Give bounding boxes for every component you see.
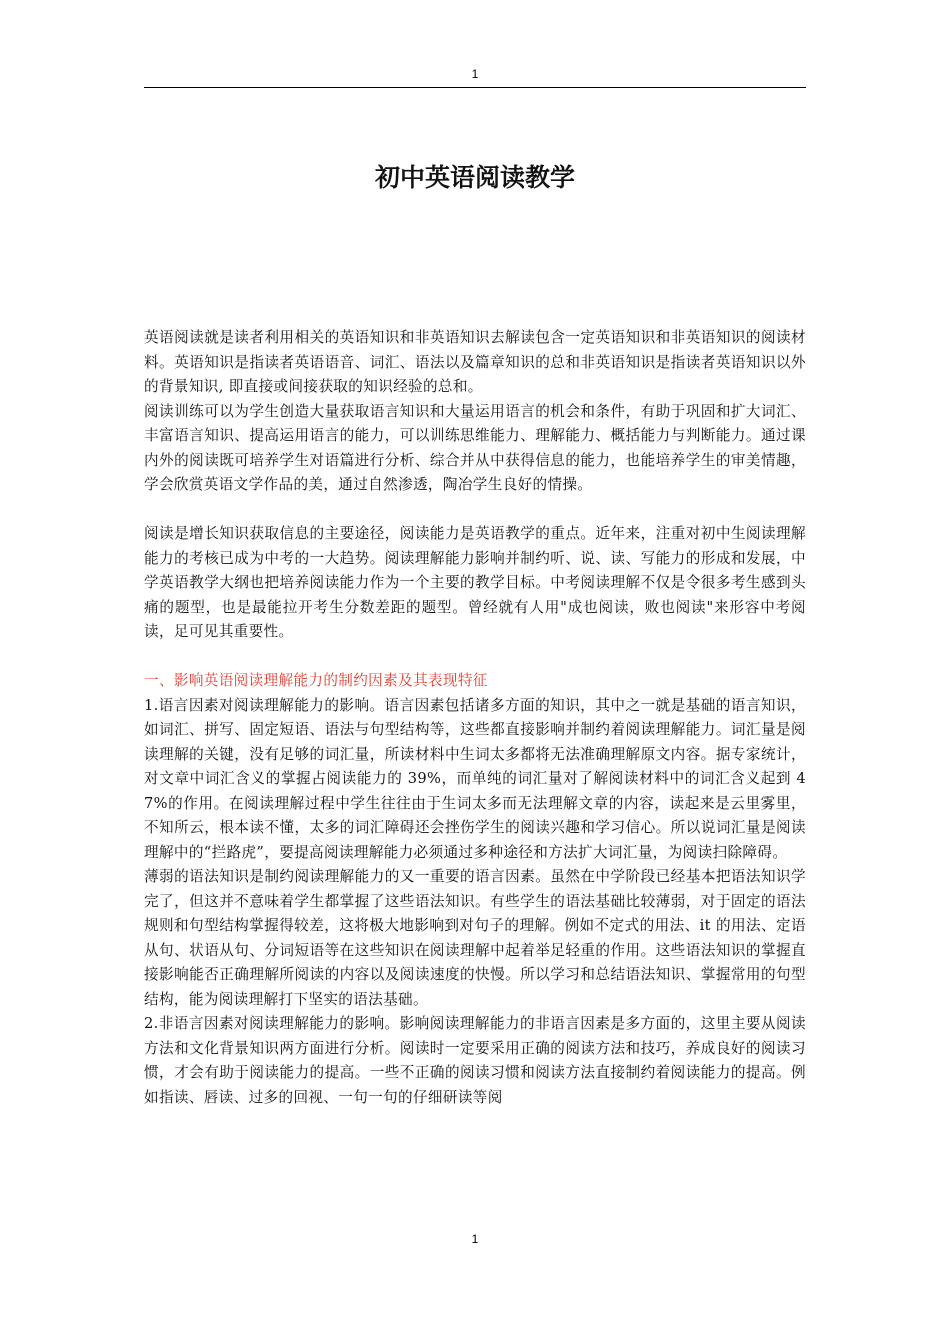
paragraph-gap <box>144 498 806 523</box>
section-heading: 一、影响英语阅读理解能力的制约因素及其表现特征 <box>144 672 488 689</box>
paragraph-non-language-factors: 2.非语言因素对阅读理解能力的影响。影响阅读理解能力的非语言因素是多方面的，这里主要从阅读方法和文化背景知识两方面进行分析。阅读时一定要采用正确的阅读方法和技巧，养成良好的阅读习惯，才会有助于阅读能力的提高。一些不正确的阅读习惯和阅读方法直接制约着阅读能力的提高。例如指读、唇读、过多的回视、一句一句的仔细研读等阅 <box>144 1015 806 1106</box>
document-body <box>144 326 806 1110</box>
header-rule <box>144 87 806 88</box>
paragraph-grammar-knowledge: 薄弱的语法知识是制约阅读理解能力的又一重要的语言因素。虽然在中学阶段已经基本把语法知识学完了，但这并不意味着学生都掌握了这些语法知识。有些学生的语法基础比较薄弱，对于固定的语法规则和句型结构掌握得较差，这将极大地影响到对句子的理解。例如不定式的用法、it 的用法、定语从句、状语从句、分词短语等在这些知识在阅读理解中起着举足轻重的作用。这些语法知识的掌握直接影响能否正确理解所阅读的内容以及阅读速度的快慢。所以学习和总结语法知识、掌握常用的句型结构，能为阅读理解打下坚实的语法基础。 <box>144 868 806 1008</box>
paragraph-gap <box>144 645 806 670</box>
paragraph-reading-training: 阅读训练可以为学生创造大量获取语言知识和大量运用语言的机会和条件，有助于巩固和扩大词汇、丰富语言知识、提高运用语言的能力，可以训练思维能力、理解能力、概括能力与判断能力。通过课内外的阅读既可培养学生对语篇进行分析、综合并从中获得信息的能力，也能培养学生的审美情趣，学会欣赏英语文学作品的美，通过自然渗透，陶冶学生良好的情操。 <box>144 402 806 493</box>
header-page-number: 1 <box>471 67 479 81</box>
paragraph-intro: 英语阅读就是读者利用相关的英语知识和非英语知识去解读包含一定英语知识和非英语知识的阅读材料。英语知识是指读者英语语音、词汇、语法以及篇章知识的总和非英语知识是指读者英语知识以外的背景知识, 即直接或间接获取的知识经验的总和。 <box>144 329 806 395</box>
paragraph-reading-importance: 阅读是增长知识获取信息的主要途径，阅读能力是英语教学的重点。近年来，注重对初中生阅读理解能力的考核已成为中考的一大趋势。阅读理解能力影响并制约听、说、读、写能力的形成和发展，中学英语教学大纲也把培养阅读能力作为一个主要的教学目标。中考阅读理解不仅是令很多考生感到头痛的题型，也是最能拉开考生分数差距的题型。曾经就有人用"成也阅读，败也阅读"来形容中考阅读，足可见其重要性。 <box>144 525 806 640</box>
footer-page-number: 1 <box>471 1232 479 1246</box>
paragraph-language-factors: 1.语言因素对阅读理解能力的影响。语言因素包括诸多方面的知识，其中之一就是基础的语言知识，如词汇、拼写、固定短语、语法与句型结构等，这些都直接影响并制约着阅读理解能力。词汇量是阅读理解的关键，没有足够的词汇量，所读材料中生词太多都将无法准确理解原文内容。据专家统计，对文章中词汇含义的掌握占阅读能力的 39%，而单纯的词汇量对了解阅读材料中的词汇含义起到 47%的作用。在阅读理解过程中学生往往由于生词太多而无法理解文章的内容，读起来是云里雾里，不知所云，根本读不懂，太多的词汇障碍还会挫伤学生的阅读兴趣和学习信心。所以说词汇量是阅读理解中的“拦路虎”，要提高阅读理解能力必须通过多种途径和方法扩大词汇量，为阅读扫除障碍。 <box>144 696 806 861</box>
document-title: 初中英语阅读教学 <box>374 163 575 192</box>
